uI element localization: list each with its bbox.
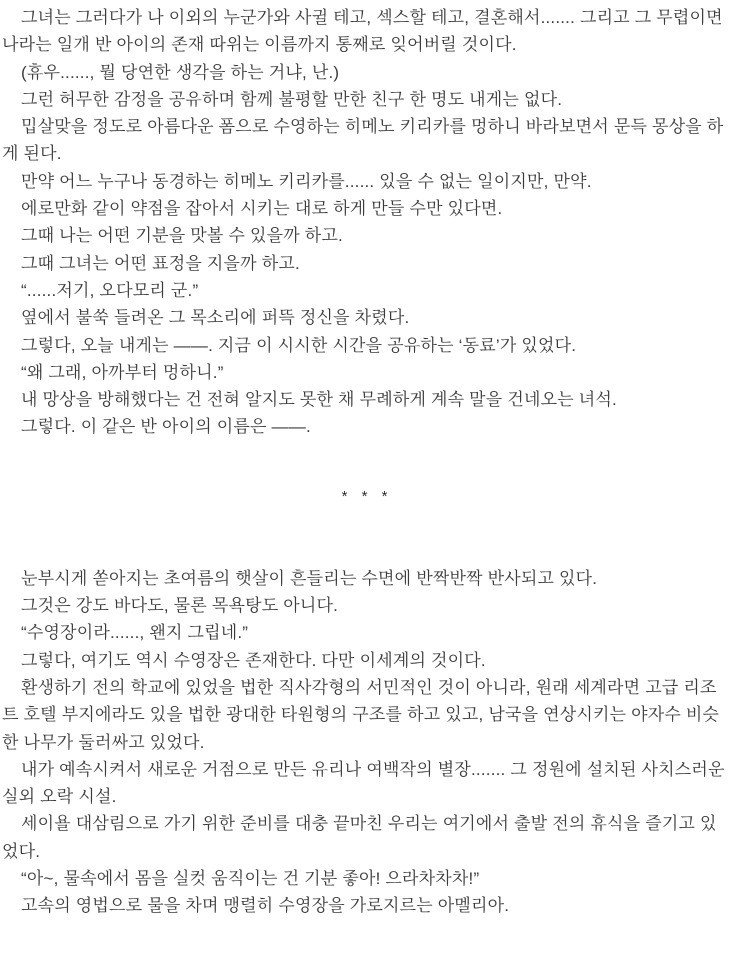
paragraph: 그렇다, 오늘 내게는 ――. 지금 이 시시한 시간을 공유하는 ‘동료’가 있었다.	[21, 335, 577, 355]
paragraph: 그때 그녀는 어떤 표정을 지을까 하고.	[21, 253, 300, 273]
paragraph: 그렇다. 이 같은 반 아이의 이름은 ――.	[21, 417, 311, 437]
dialogue-paragraph: “수영장이라......, 왠지 그립네.”	[21, 623, 249, 643]
paragraph: 그때 나는 어떤 기분을 맛볼 수 있을까 하고.	[21, 226, 343, 246]
dialogue-paragraph: “......저기, 오다모리 군.”	[21, 280, 199, 300]
paragraph: 고속의 영법으로 물을 차며 맹렬히 수영장을 가로지르는 아멜리아.	[21, 896, 510, 916]
paragraph: 에로만화 같이 약점을 잡아서 시키는 대로 하게 만들 수만 있다면.	[21, 199, 503, 219]
paragraph: 옆에서 불쑥 들려온 그 목소리에 퍼뜩 정신을 차렸다.	[21, 308, 410, 328]
scene-divider: * * *	[341, 487, 393, 505]
paragraph: 그것은 강도 바다도, 물론 목욕탕도 아니다.	[21, 596, 339, 616]
paragraph: 내가 예속시켜서 새로운 거점으로 만든 유리나 여백작의 별장....... 그 정원에 설치된 사치스러운 실외 오락 시설.	[2, 759, 725, 807]
paragraph: 그런 허무한 감정을 공유하며 함께 불평할 만한 친구 한 명도 내게는 없다.	[21, 89, 563, 109]
paragraph: 환생하기 전의 학교에 있었을 법한 직사각형의 서민적인 것이 아니라, 원래 세계라면 고급 리조트 호텔 부지에라도 있을 법한 광대한 타원형의 구조를 하고 있고, 남국을 연상시키는 야자수 비슷한 나무가 둘러싸고 있었다.	[2, 677, 720, 752]
paragraph: (휴우......, 뭘 당연한 생각을 하는 거냐, 난.)	[21, 62, 340, 82]
paragraph: 그렇다, 여기도 역시 수영장은 존재한다. 다만 이세계의 것이다.	[21, 650, 486, 670]
paragraph: 내 망상을 방해했다는 건 전혀 알지도 못한 채 무례하게 계속 말을 건네오는 녀석.	[21, 390, 617, 410]
paragraph: 세이욜 대삼림으로 가기 위한 준비를 대충 끝마친 우리는 여기에서 출발 전의 휴식을 즐기고 있었다.	[2, 814, 717, 861]
paragraph: 눈부시게 쏟아지는 초여름의 햇살이 흔들리는 수면에 반짝반짝 반사되고 있다.	[21, 568, 598, 588]
dialogue-paragraph: “왜 그래, 아까부터 멍하니.”	[21, 362, 224, 382]
paragraph: 만약 어느 누구나 동경하는 히메노 키리카를...... 있을 수 없는 일이지만, 만약.	[21, 171, 592, 191]
paragraph: 그녀는 그러다가 나 이외의 누군가와 사귈 테고, 섹스할 테고, 결혼해서....... 그리고 그 무렵이면 나라는 일개 반 아이의 존재 따위는 이름까지 통째로 잊어버릴 것이다.	[2, 8, 723, 55]
dialogue-paragraph: “아~, 물속에서 몸을 실컷 움직이는 건 기분 좋아! 으라차차차!”	[21, 869, 480, 889]
paragraph: 밉살맞을 정도로 아름다운 폼으로 수영하는 히메노 키리카를 멍하니 바라보면서 문득 몽상을 하게 된다.	[2, 117, 724, 164]
